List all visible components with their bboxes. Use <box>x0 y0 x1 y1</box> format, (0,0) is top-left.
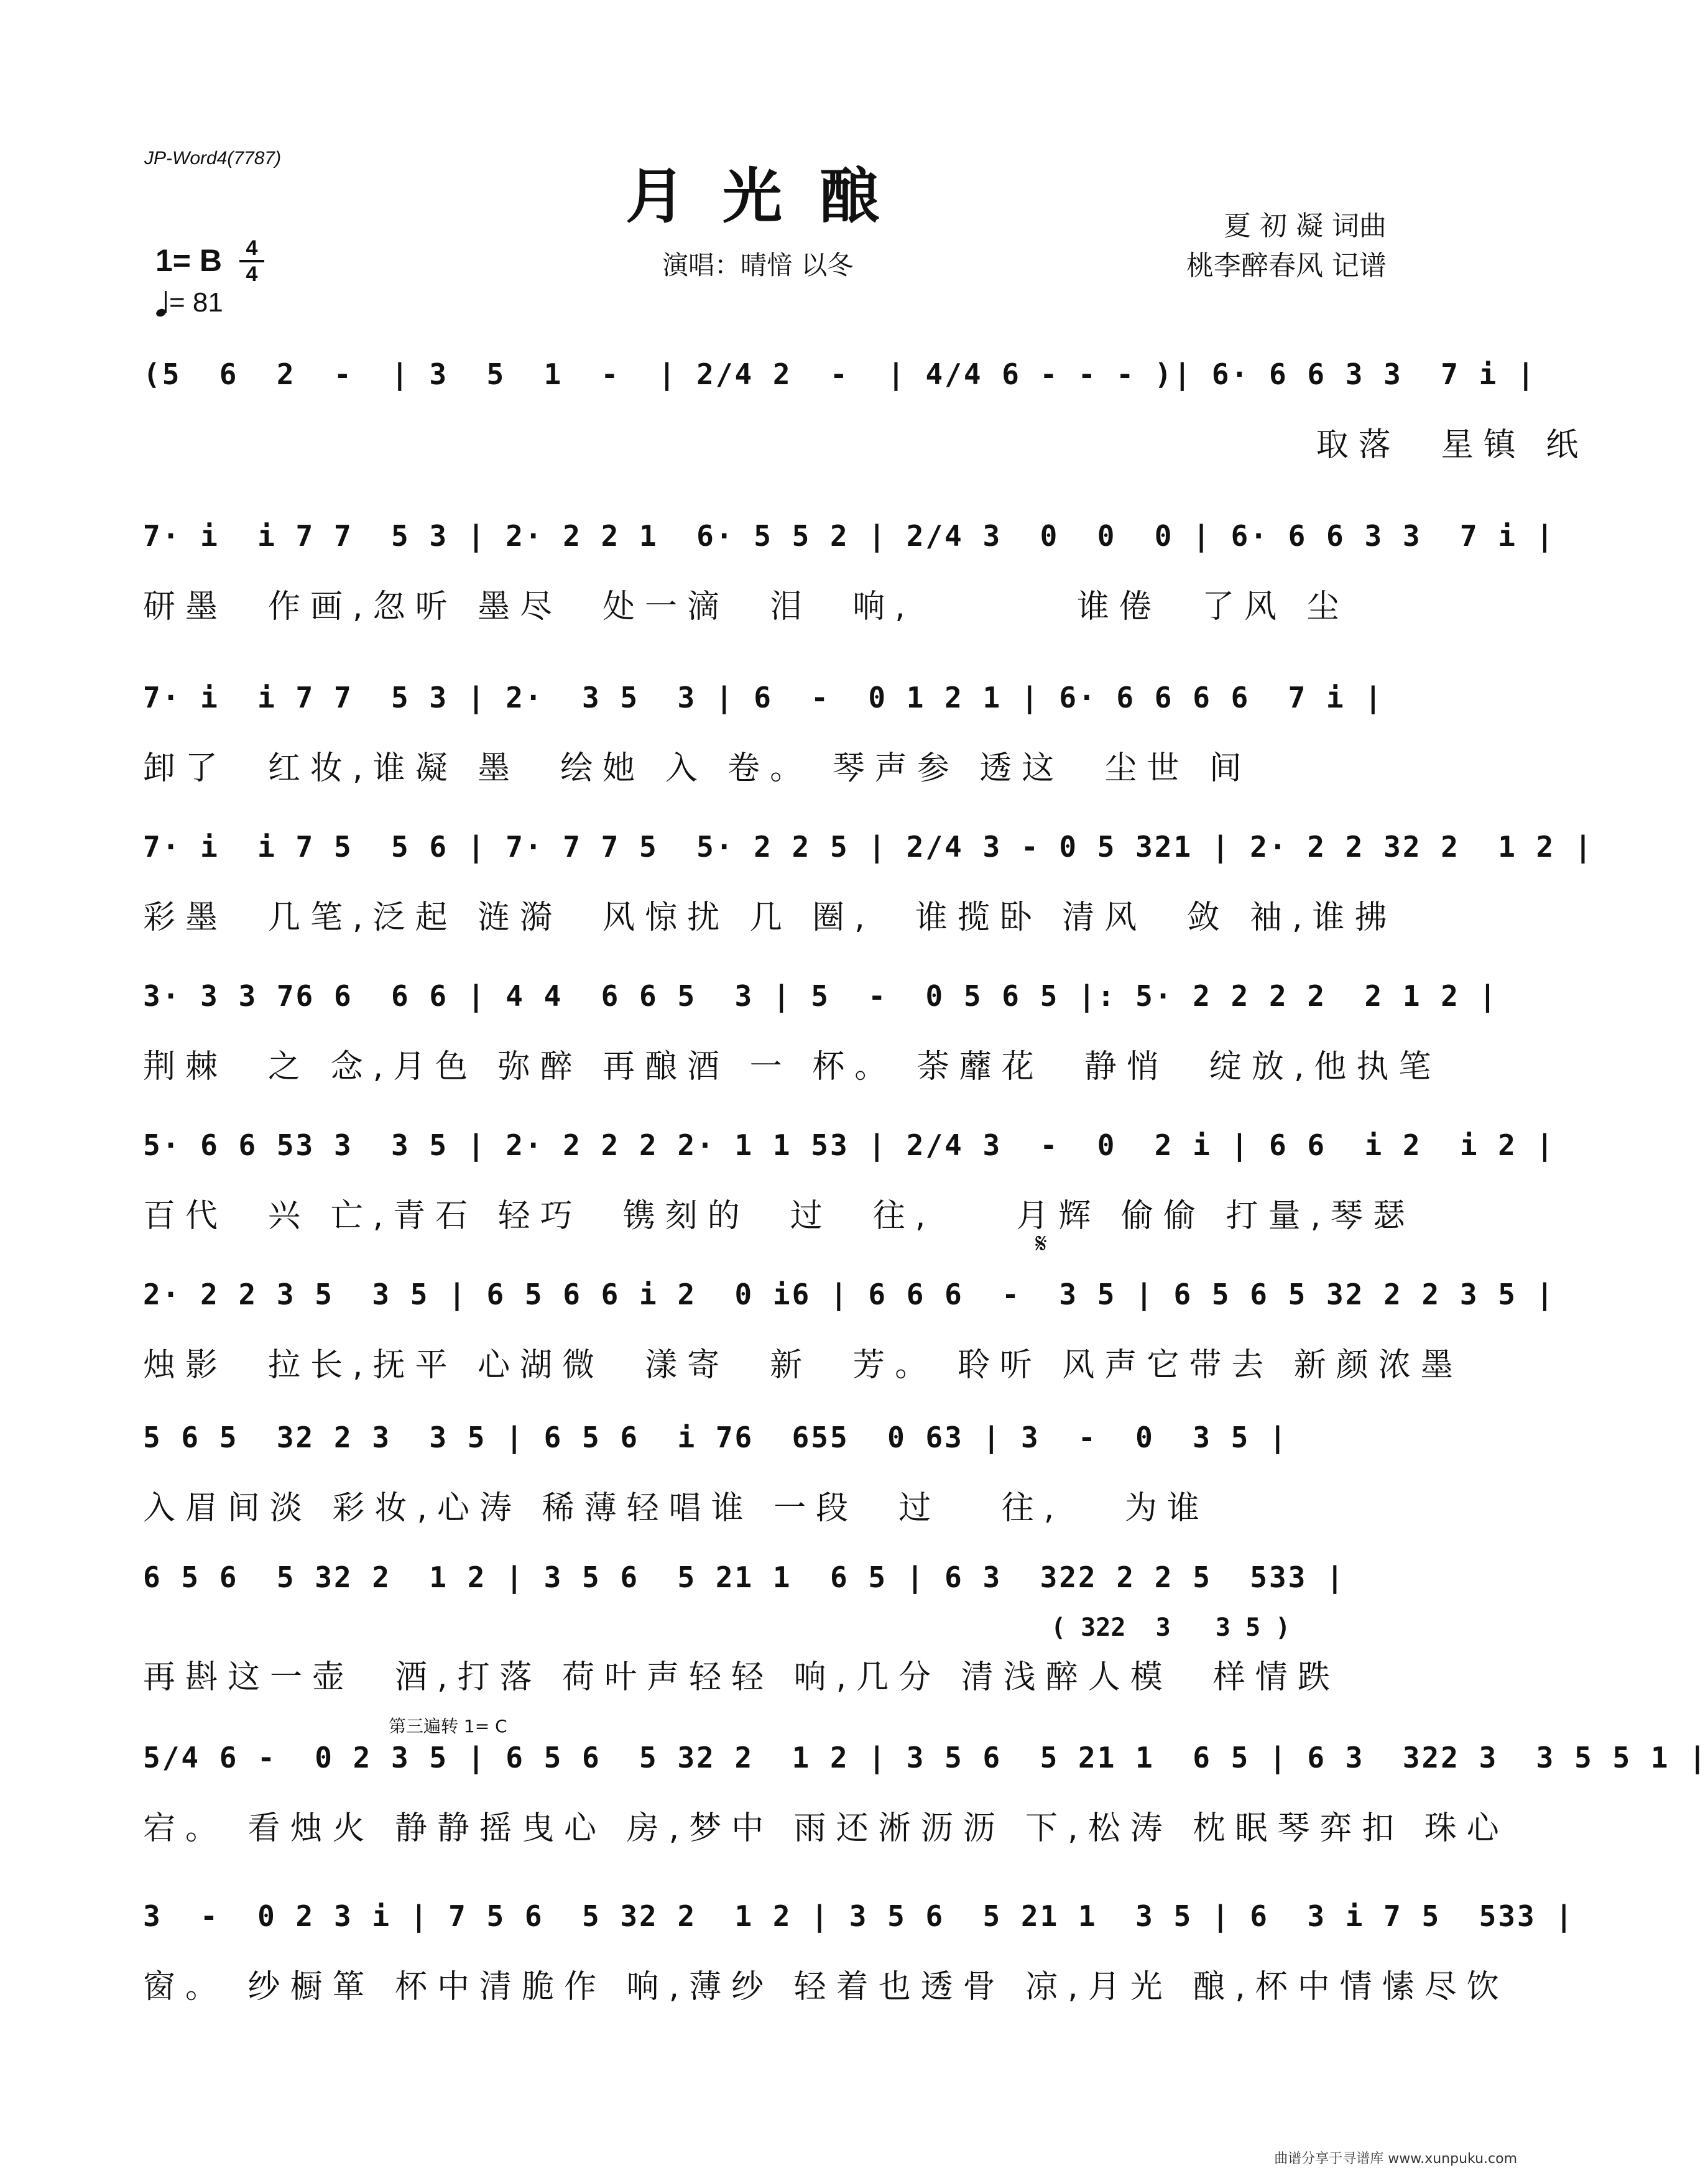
melody-line: 7· i i 7 7 5 3 | 2· 3 5 3 | 6 - 0 1 2 1 | 6· 6 6 6 6 7 i | <box>143 681 1384 714</box>
melody-line: 5 6 5 32 2 3 3 5 | 6 5 6 i 76 655 0 63 | 3 - 0 3 5 | <box>143 1421 1288 1454</box>
time-signature <box>239 237 264 285</box>
meter-top: 4 <box>246 236 258 260</box>
melody-line: (5 6 2 - | 3 5 1 - | 2/4 2 - | 4/4 6 - - - )| 6· 6 6 3 3 7 i | <box>143 357 1536 391</box>
lyrics-line: 窗。 纱橱箪 杯中清脆作 响,薄纱 轻着也透骨 凉,月光 酿,杯中情愫尽饮 <box>143 1968 1509 2006</box>
melody-line: 5· 6 6 53 3 3 5 | 2· 2 2 2 2· 1 1 53 | 2/4 3 - 0 2 i | 6 6 i 2 i 2 | <box>143 1128 1556 1162</box>
lyricist-composer: 夏 初 凝 词曲 <box>1224 210 1387 242</box>
lyrics-line: 宕。 看烛火 静静摇曳心 房,梦中 雨还淅沥沥 下,松涛 枕眠琴弈扣 珠心 <box>143 1810 1509 1847</box>
melody-line: 6 5 6 5 32 2 1 2 | 3 5 6 5 21 1 6 5 | 6 3 322 2 2 5 533 | <box>143 1561 1346 1594</box>
jp-word-label: JP-Word4(7787) <box>144 148 282 168</box>
lyrics-line: 烛影 拉长,抚平 心湖微 漾寄 新 芳。 聆听 风声它带去 新颜浓墨 <box>143 1347 1463 1384</box>
singer-line: 演唱：晴愔 以冬 <box>662 250 854 280</box>
meter-bottom: 4 <box>246 262 258 286</box>
lyrics-line: 入眉间淡 彩妆,心涛 稀薄轻唱谁 一段 过 往, 为谁 <box>143 1490 1209 1527</box>
lyrics-line: 彩墨 几笔,泛起 涟漪 风惊扰 几 圈, 谁揽卧 清风 敛 袖,谁拂 <box>143 899 1397 936</box>
lyrics-line: 再斟这一壶 酒,打落 荷叶声轻轻 响,几分 清浅醉人模 样情跌 <box>143 1659 1340 1696</box>
transcriber: 桃李醉春风 记谱 <box>1186 250 1387 282</box>
melody-line: 7· i i 7 5 5 6 | 7· 7 7 5 5· 2 2 5 | 2/4 3 - 0 5 321 | 2· 2 2 32 2 1 2 | <box>143 830 1594 864</box>
melody-line: 3· 3 3 76 6 6 6 | 4 4 6 6 5 3 | 5 - 0 5 6 5 |: 5· 2 2 2 2 2 1 2 | <box>143 979 1498 1013</box>
segno-icon: 𝄋 <box>1035 1228 1047 1260</box>
key-signature: 1= B <box>155 243 223 278</box>
melody-line: 3 - 0 2 3 i | 7 5 6 5 32 2 1 2 | 3 5 6 5 21 1 3 5 | 6 3 i 7 5 533 | <box>143 1899 1575 1933</box>
lyrics-line: 卸了 红妆,谁凝 墨 绘她 入 卷。 琴声参 透这 尘世 间 <box>143 750 1252 787</box>
melody-line: 2· 2 2 3 5 3 5 | 6 5 6 6 i 2 0 i6 | 6 6 6 - 3 5 | 6 5 6 5 32 2 2 3 5 | <box>143 1278 1556 1311</box>
melody-line: 5/4 6 - 0 2 3 5 | 6 5 6 5 32 2 1 2 | 3 5 6 5 21 1 6 5 | 6 3 322 3 3 5 5 1 | <box>143 1741 1708 1774</box>
tempo-value: = 81 <box>169 287 223 318</box>
modulation-marking: 第三遍转 1= C <box>389 1716 507 1736</box>
alt-melody: ( 322 3 3 5 ) <box>1051 1613 1291 1642</box>
credits-block <box>1186 206 1387 286</box>
tempo-marking <box>155 287 223 318</box>
lyrics-line: 取落 星镇 纸 <box>143 427 1589 464</box>
lyrics-line: 百代 兴 亡,青石 轻巧 镌刻的 过 往, 月辉 偷偷 打量,琴瑟 <box>143 1197 1416 1235</box>
page-title: 月光酿 <box>625 162 916 231</box>
quarter-note-icon <box>155 290 169 318</box>
footer-watermark: 曲谱分享于寻谱库 www.xunpuku.com <box>1274 2151 1517 2167</box>
lyrics-line: 研墨 作画,忽听 墨尽 处一滴 泪 响, 谁倦 了风 尘 <box>143 588 1349 625</box>
lyrics-line: 荆棘 之 念,月色 弥醉 再酿酒 一 杯。 荼蘼花 静悄 绽放,他执笔 <box>143 1048 1441 1086</box>
melody-line: 7· i i 7 7 5 3 | 2· 2 2 1 6· 5 5 2 | 2/4 3 0 0 0 | 6· 6 6 3 3 7 i | <box>143 519 1556 553</box>
